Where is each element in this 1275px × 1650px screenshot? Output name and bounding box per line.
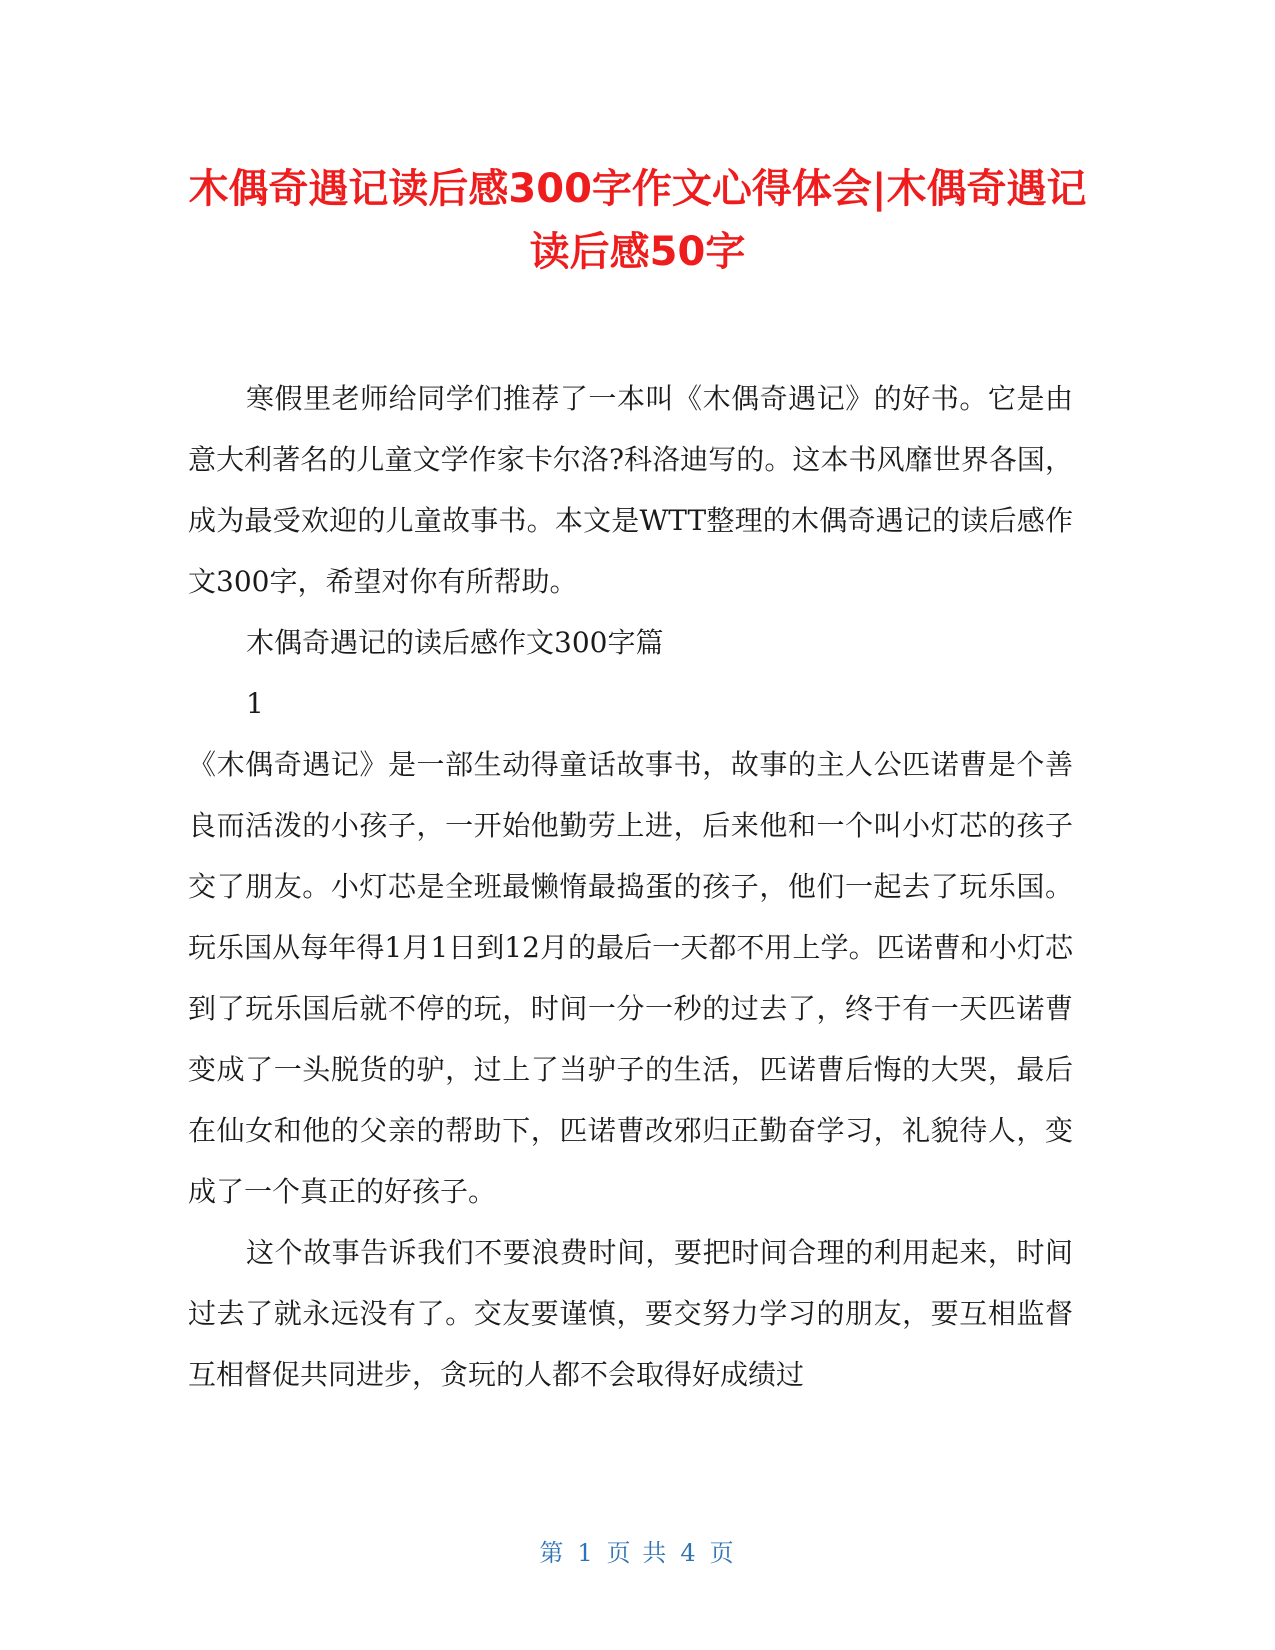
page-label-middle: 页 共	[606, 1539, 669, 1567]
page-label-prefix: 第	[539, 1539, 566, 1567]
page-footer	[0, 1533, 1275, 1568]
intro-paragraph: 寒假里老师给同学们推荐了一本叫《木偶奇遇记》的好书。它是由意大利著名的儿童文学作家卡尔洛?科洛迪写的。这本书风靡世界各国，成为最受欢迎的儿童故事书。本文是WTT整理的木偶奇遇记的读后感作文300字，希望对你有所帮助。	[188, 382, 1073, 598]
section-number: 1	[246, 687, 264, 720]
section-heading: 木偶奇遇记的读后感作文300字篇	[246, 626, 664, 659]
page-label-suffix: 页	[709, 1539, 736, 1567]
total-pages-number: 4	[680, 1539, 698, 1567]
story-paragraph: 《木偶奇遇记》是一部生动得童话故事书，故事的主人公匹诺曹是个善良而活泼的小孩子，一开始他勤劳上进，后来他和一个叫小灯芯的孩子交了朋友。小灯芯是全班最懒惰最捣蛋的孩子，他们一起去了玩乐国。玩乐国从每年得1月1日到12月的最后一天都不用上学。匹诺曹和小灯芯到了玩乐国后就不停的玩，时间一分一秒的过去了，终于有一天匹诺曹变成了一头脱货的驴，过上了当驴子的生活，匹诺曹后悔的大哭，最后在仙女和他的父亲的帮助下，匹诺曹改邪归正勤奋学习，礼貌待人，变成了一个真正的好孩子。	[188, 748, 1073, 1208]
document-title: 木偶奇遇记读后感300字作文心得体会|木偶奇遇记读后感50字	[188, 166, 1087, 275]
current-page-number: 1	[577, 1539, 595, 1567]
lesson-paragraph: 这个故事告诉我们不要浪费时间，要把时间合理的利用起来，时间过去了就永远没有了。交友要谨慎，要交努力学习的朋友，要互相监督互相督促共同进步，贪玩的人都不会取得好成绩过	[188, 1236, 1073, 1391]
document-body	[188, 368, 1073, 1405]
